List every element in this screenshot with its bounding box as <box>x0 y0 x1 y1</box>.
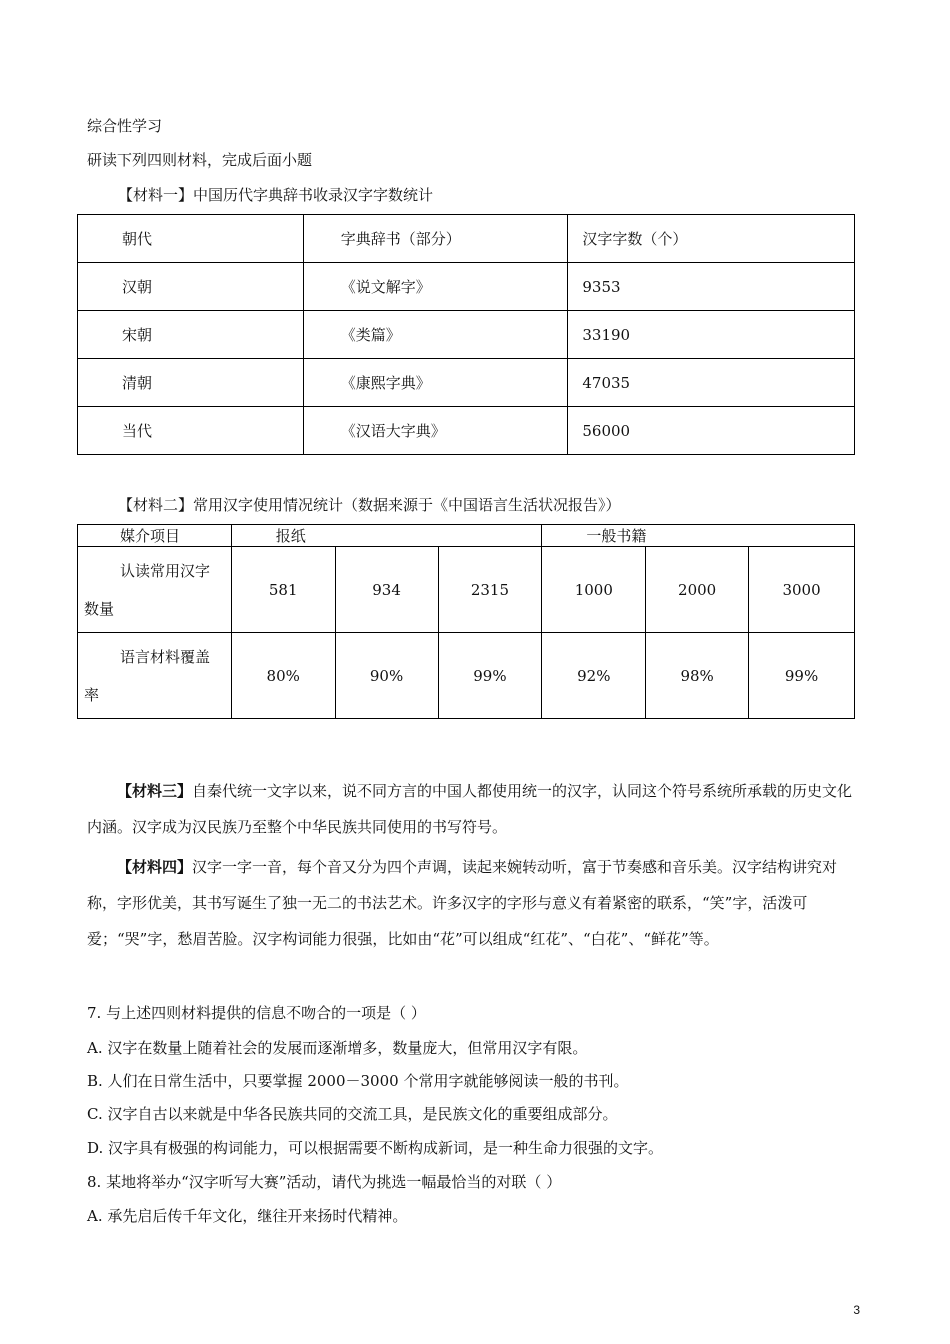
material3-tag: 【材料三】 <box>117 782 193 800</box>
material2-title: 【材料二】常用汉字使用情况统计（数据来源于《中国语言生活状况报告》） <box>118 496 621 514</box>
material1-title: 【材料一】中国历代字典辞书收录汉字字数统计 <box>118 186 434 204</box>
table-header-cell: 汉字字数（个） <box>568 215 855 263</box>
table-row <box>78 311 855 359</box>
question-8-option-a: A. 承先启后传千年文化，继往开来扬时代精神。 <box>87 1207 408 1225</box>
table-cell: 99% <box>749 633 855 719</box>
material3-paragraph <box>87 773 865 845</box>
table-header-cell: 一般书籍 <box>542 525 855 547</box>
table-header-row <box>78 525 855 547</box>
row-label-line2: 率 <box>84 685 100 704</box>
table-header-cell: 媒介项目 <box>78 525 232 547</box>
table-cell: 清朝 <box>78 359 304 407</box>
table-header-cell: 朝代 <box>78 215 304 263</box>
material4-tag: 【材料四】 <box>117 858 193 876</box>
table-cell: 《汉语大字典》 <box>303 407 568 455</box>
table-cell: 当代 <box>78 407 304 455</box>
table-cell: 581 <box>231 547 335 633</box>
row-label-line1: 认读常用汉字 <box>120 561 211 580</box>
table-cell: 92% <box>542 633 646 719</box>
question-7-stem: 7. 与上述四则材料提供的信息不吻合的一项是（ ） <box>87 1004 426 1022</box>
table-cell: 99% <box>438 633 542 719</box>
question-7-option-b: B. 人们在日常生活中，只要掌握 2000－3000 个常用字就能够阅读一般的书刊。 <box>87 1072 629 1090</box>
row-label <box>78 547 232 633</box>
table-header-cell: 报纸 <box>231 525 542 547</box>
table-row <box>78 359 855 407</box>
question-7-option-c: C. 汉字自古以来就是中华各民族共同的交流工具，是民族文化的重要组成部分。 <box>87 1105 618 1123</box>
table-cell: 《说文解字》 <box>303 263 568 311</box>
section-title: 综合性学习 <box>87 117 163 135</box>
instruction-text: 研读下列四则材料，完成后面小题 <box>87 151 313 169</box>
table-row <box>78 547 855 633</box>
table-cell: 汉朝 <box>78 263 304 311</box>
material4-text: 汉字一字一音，每个音又分为四个声调，读起来婉转动听，富于节奏感和音乐美。汉字结构讲究对称，字形优美，其书写诞生了独一无二的书法艺术。许多汉字的字形与意义有着紧密的联系，“笑”字，活泼可爱；“哭”字，愁眉苦脸。汉字构词能力很强，比如由“花”可以组成“红花”、“白花”、“鲜花”等。 <box>87 858 838 948</box>
question-8-stem: 8. 某地将举办“汉字听写大赛”活动，请代为挑选一幅最恰当的对联（ ） <box>87 1173 562 1191</box>
row-label <box>78 633 232 719</box>
table-cell: 80% <box>231 633 335 719</box>
material2-table <box>77 524 855 719</box>
material3-text: 自秦代统一文字以来，说不同方言的中国人都使用统一的汉字，认同这个符号系统所承载的历史文化内涵。汉字成为汉民族乃至整个中华民族共同使用的书写符号。 <box>87 782 853 836</box>
question-7-option-a: A. 汉字在数量上随着社会的发展而逐渐增多，数量庞大，但常用汉字有限。 <box>87 1039 588 1057</box>
table-cell: 9353 <box>568 263 855 311</box>
table-cell: 宋朝 <box>78 311 304 359</box>
table-row <box>78 633 855 719</box>
table-cell: 47035 <box>568 359 855 407</box>
material1-table <box>77 214 855 455</box>
row-label-line1: 语言材料覆盖 <box>120 647 211 666</box>
table-header-cell: 字典辞书（部分） <box>303 215 568 263</box>
table-cell: 2000 <box>646 547 749 633</box>
table-cell: 56000 <box>568 407 855 455</box>
table-cell: 《类篇》 <box>303 311 568 359</box>
table-cell: 《康熙字典》 <box>303 359 568 407</box>
table-cell: 33190 <box>568 311 855 359</box>
table-row <box>78 407 855 455</box>
page-number: 3 <box>853 1303 860 1317</box>
table-cell: 1000 <box>542 547 646 633</box>
table-header-row <box>78 215 855 263</box>
table-cell: 934 <box>335 547 438 633</box>
table-cell: 3000 <box>749 547 855 633</box>
table-cell: 98% <box>646 633 749 719</box>
row-label-line2: 数量 <box>84 599 115 618</box>
table-cell: 90% <box>335 633 438 719</box>
question-7-option-d: D. 汉字具有极强的构词能力，可以根据需要不断构成新词，是一种生命力很强的文字。 <box>87 1139 664 1157</box>
table-row <box>78 263 855 311</box>
table-cell: 2315 <box>438 547 542 633</box>
material4-paragraph <box>87 849 865 957</box>
